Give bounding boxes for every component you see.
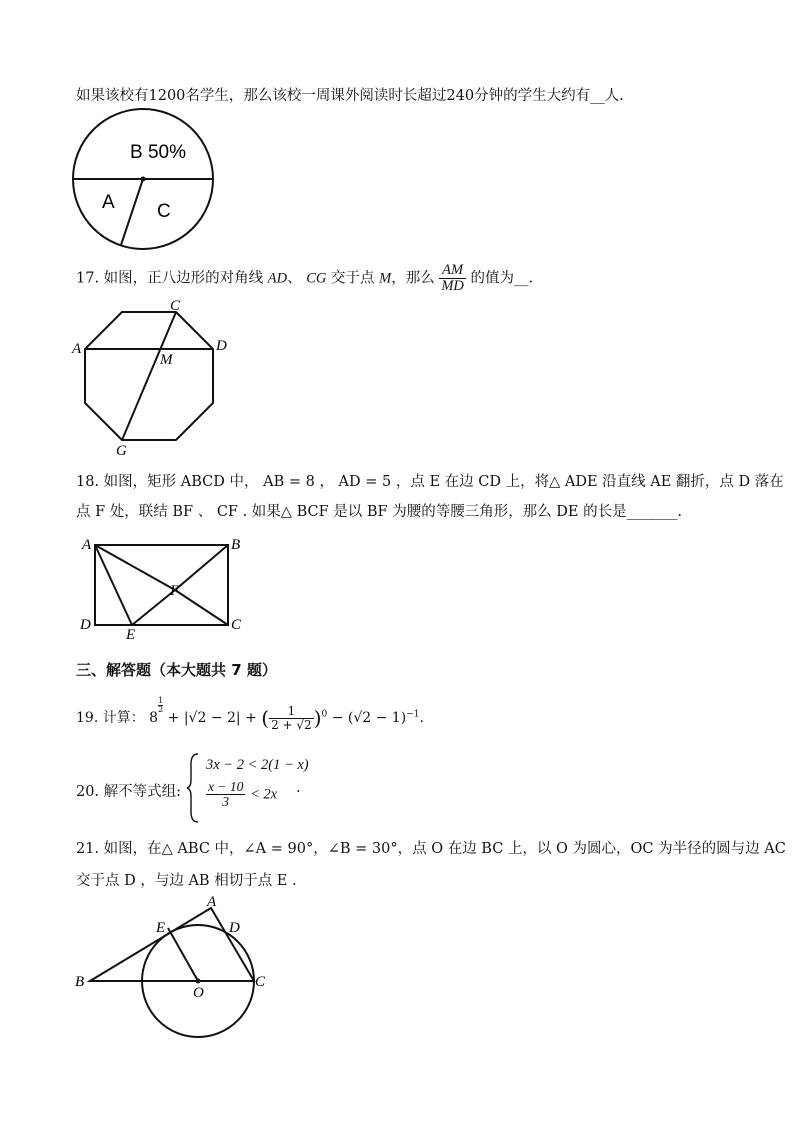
triangle-abc — [90, 908, 254, 981]
label-c: C — [170, 298, 181, 314]
label-f: F — [170, 583, 180, 599]
label-o: O — [193, 985, 204, 1001]
q21-line1: 21. 如图，在△ ABC 中，∠A = 90°，∠B = 30°，点 O 在边 BC 上，以 O 为圆心，OC 为半径的圆与边 AC — [76, 841, 786, 857]
label-c: C — [231, 617, 242, 633]
q21-line2: 交于点 D ，与边 AB 相切于点 E . — [76, 873, 297, 889]
q19-text: 19. 计算： 8 $^{\frac{1}{2}}$ + |√2 − 2| + ( $\frac{1}{2 + √2}$ )$^0 - (√2 - 1)^{-1}$. — [76, 696, 424, 732]
segment-ae — [95, 545, 132, 625]
rectangle-figure — [78, 535, 253, 645]
label-d: D — [216, 338, 227, 354]
pie-figure — [60, 118, 230, 258]
pie-radius — [121, 179, 143, 245]
label-e: E — [126, 627, 136, 643]
pie-label-c: C — [157, 201, 171, 222]
segment-bf — [175, 545, 228, 590]
q17-fraction: $\frac{AM}{MD}$ — [441, 262, 464, 295]
label-b: B — [231, 537, 241, 553]
q20-end: . — [296, 780, 301, 796]
label-a: A — [207, 894, 217, 910]
label-m: M — [160, 352, 173, 368]
q18-line1: 18. 如图，矩形 ABCD 中， AB = 8 ， AD = 5 ，点 E 在边 CD 上，将△ ADE 沿直线 AE 翻折，点 D 落在 — [76, 474, 784, 490]
pie-label-b: B 50% — [130, 142, 186, 163]
segment-ef — [132, 590, 175, 625]
center-o — [196, 979, 201, 984]
q17-text: 17. 如图，正八边形的对角线 AD、 CG 交于点 M，那么 $\frac{AM}{MD}$ 的值为__. — [76, 262, 534, 295]
segment-cf — [175, 590, 228, 625]
pie-label-a: A — [102, 192, 115, 213]
segment-af — [95, 545, 175, 590]
system-brace — [186, 752, 200, 824]
label-c: C — [255, 974, 266, 990]
octagon-figure — [70, 300, 240, 460]
label-a: A — [72, 341, 82, 357]
radius-oe — [168, 928, 198, 981]
label-e: E — [156, 920, 166, 936]
q18-line2: 点 F 处，联结 BF 、 CF . 如果△ BCF 是以 BF 为腰的等腰三角形，那么 DE 的长是_______. — [76, 504, 682, 520]
q20-prefix: 20. 解不等式组: — [76, 784, 182, 800]
intro-text: 如果该校有1200名学生，那么该校一周课外阅读时长超过240分钟的学生大约有__人. — [76, 88, 624, 104]
label-b: B — [75, 974, 85, 990]
pie-center — [141, 177, 146, 182]
q20-ineq1: 3x − 2 < 2(1 − x) — [206, 757, 309, 773]
section-heading: 三、解答题（本大题共 7 题） — [76, 661, 277, 679]
diagonal-cg — [122, 312, 176, 440]
label-d: D — [80, 617, 91, 633]
q20-ineq2: $\frac{x - 10}{3}$ < 2x — [208, 779, 278, 810]
label-d: D — [229, 920, 240, 936]
label-a: A — [82, 537, 92, 553]
label-g: G — [116, 443, 127, 459]
triangle-circle-figure — [70, 895, 280, 1040]
